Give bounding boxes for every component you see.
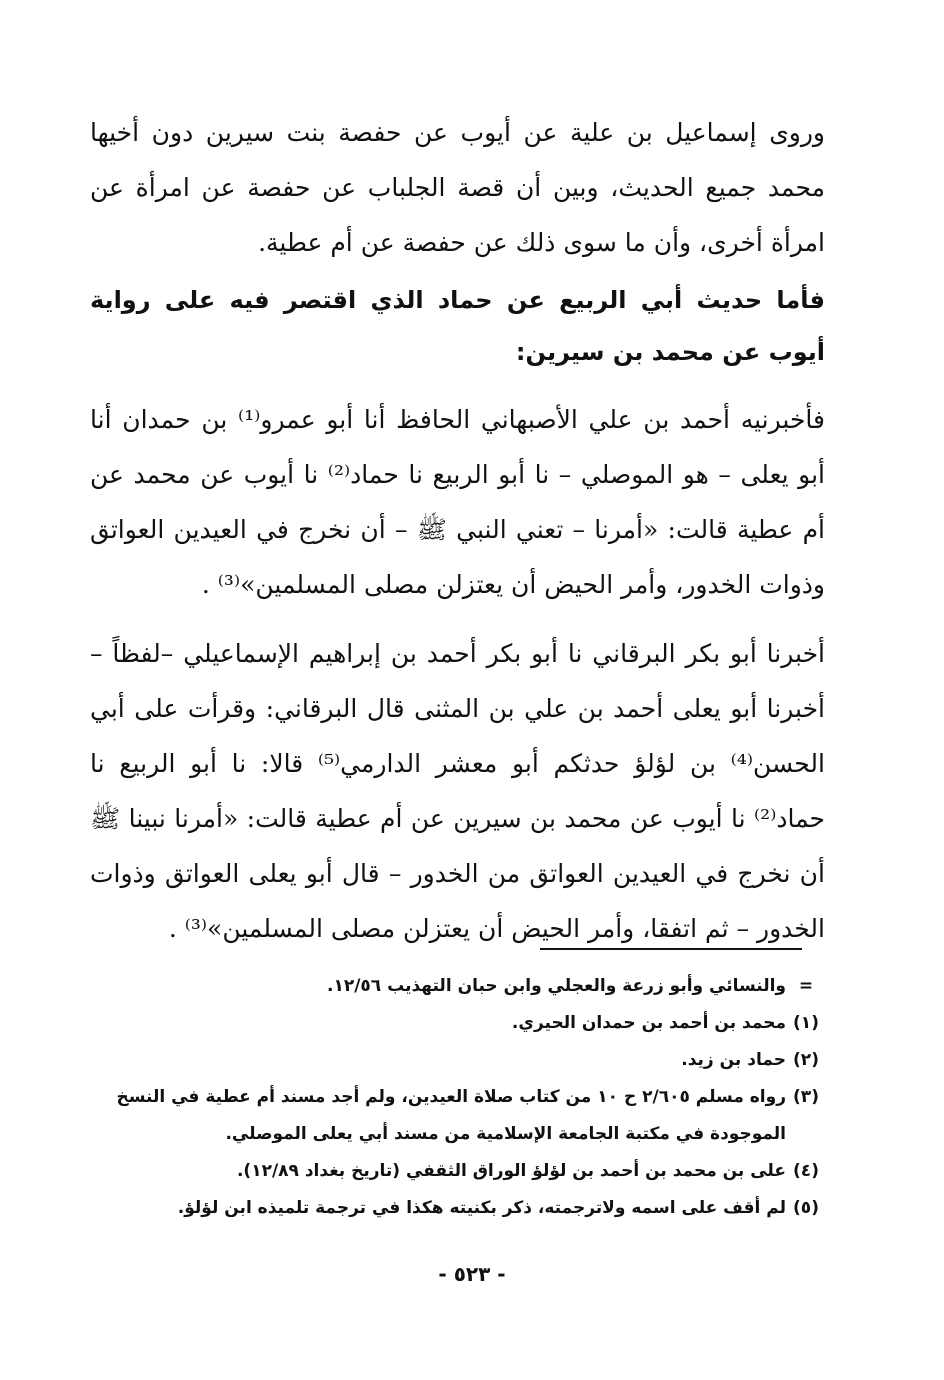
footnote-3 (96, 1079, 826, 1153)
footnote-marker: = (798, 976, 814, 996)
footnote-text: رواه مسلم ٢/٦٠٥ ح ١٠ من كتاب صلاة العيدين، ولم أجد مسند أم عطية في النسخ الموجودة في مكتبة الجامعة الإسلامية من مسند أبي يعلى الموصلي. (116, 1087, 786, 1144)
footnote-marker: (٢) (793, 1050, 819, 1070)
footnote-text: على بن محمد بن أحمد بن لؤلؤ الوراق الثقفي (تاريخ بغداد ١٢/٨٩). (236, 1161, 786, 1181)
paragraph-2: فأخبرنيه أحمد بن علي الأصبهاني الحافظ أنا أبو عمرو⁽¹⁾ بن حمدان أنا أبو يعلى – هو الموصلي – نا أبو الربيع نا حماد⁽²⁾ نا أيوب عن محمد عن أم عطية قالت: «أمرنا – تعني النبي ﷺ – أن نخرج في العيدين العواتق وذوات الخدور، وأمر الحيض أن يعتزلن مصلى المسلمين»⁽³⁾ . (90, 405, 826, 599)
footnote-text: والنسائي وأبو زرعة والعجلي وابن حبان التهذيب ١٢/٥٦. (326, 976, 786, 996)
footnote-1 (96, 1005, 826, 1042)
paragraph-3: أخبرنا أبو بكر البرقاني نا أبو بكر أحمد بن إبراهيم الإسماعيلي –لفظاً – أخبرنا أبو يعلى أحمد بن علي بن المثنى قال البرقاني: وقرأت على أبي الحسن⁽⁴⁾ بن لؤلؤ حدثكم أبو معشر الدارمي⁽⁵⁾ قالا: نا أبو الربيع نا حماد⁽²⁾ نا أيوب عن محمد بن سيرين عن أم عطية قالت: «أمرنا نبينا ﷺ أن نخرج في العيدين العواتق من الخدور – قال أبو يعلى العواتق وذوات الخدور – ثم اتفقا، وأمر الحيض أن يعتزلن مصلى المسلمين»⁽³⁾ . (90, 639, 825, 943)
footnote-2 (96, 1042, 826, 1079)
footnote-5 (96, 1190, 826, 1227)
footnote-marker: (٣) (793, 1087, 819, 1107)
footnote-text: حماد بن زيد. (681, 1050, 786, 1070)
footnote-continuation (96, 968, 826, 1005)
paragraph-1: وروى إسماعيل بن علية عن أيوب عن حفصة بنت سيرين دون أخيها محمد جميع الحديث، وبين أن قصة الجلباب عن حفصة عن امرأة عن امرأة أخرى، وأن ما سوى ذلك عن حفصة عن أم عطية. (90, 118, 825, 257)
footnote-text: لم أقف على اسمه ولاترجمته، ذكر بكنيته هكذا في ترجمة تلميذه ابن لؤلؤ. (177, 1198, 786, 1218)
footnote-4 (96, 1153, 826, 1190)
section-heading: فأما حديث أبي الربيع عن حماد الذي اقتصر فيه على رواية أيوب عن محمد بن سيرين: (90, 286, 825, 366)
footnote-text: محمد بن أحمد بن حمدان الحيري. (511, 1013, 786, 1033)
footnote-marker: (٥) (793, 1198, 819, 1218)
main-text (90, 105, 825, 956)
footnote-marker: (١) (793, 1013, 819, 1033)
page-number: - ٥٢٣ - (438, 1262, 506, 1286)
footnotes (96, 968, 826, 1227)
footnote-marker: (٤) (793, 1161, 819, 1181)
footnote-divider (540, 948, 802, 950)
